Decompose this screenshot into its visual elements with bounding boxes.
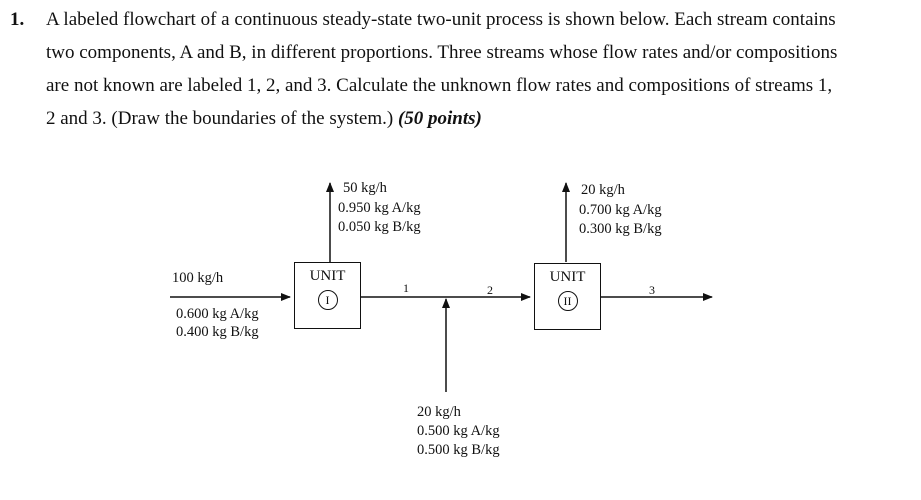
stream-3-label: 3: [649, 283, 655, 297]
problem-text-final: 2 and 3. (Draw the boundaries of the system.): [46, 108, 398, 129]
stream-1-label: 1: [403, 281, 409, 295]
side-feed-flow-label: 20 kg/h: [417, 404, 461, 420]
unit-2-box: [534, 263, 601, 330]
top-product-2-flow-label: 20 kg/h: [581, 182, 625, 198]
side-feed-frac-a-label: 0.500 kg A/kg: [417, 423, 500, 439]
unit-1-label: UNIT: [309, 268, 346, 284]
top-product-1-frac-b-label: 0.050 kg B/kg: [338, 219, 421, 235]
feed-flow-label: 100 kg/h: [172, 270, 224, 286]
points-label: (50 points): [397, 108, 482, 129]
feed-frac-a-label: 0.600 kg A/kg: [176, 306, 259, 322]
top-product-1-flow-label: 50 kg/h: [343, 180, 387, 196]
problem-text-line: A labeled flowchart of a continuous steady-state two-unit process is shown below. Each stream contains: [46, 9, 836, 30]
top-product-2-frac-a-label: 0.700 kg A/kg: [579, 202, 662, 218]
problem-number: 1.: [10, 9, 25, 30]
stream-2-label: 2: [487, 283, 493, 297]
problem-text-line: two components, A and B, in different proportions. Three streams whose flow rates and/or compositions: [46, 42, 838, 63]
unit-2-numeral: II: [558, 291, 578, 311]
problem-text-line: are not known are labeled 1, 2, and 3. Calculate the unknown flow rates and compositions of streams 1,: [46, 75, 833, 96]
top-product-2-frac-b-label: 0.300 kg B/kg: [579, 221, 662, 237]
unit-1-box: [294, 262, 361, 329]
top-product-1-frac-a-label: 0.950 kg A/kg: [338, 200, 421, 216]
side-feed-frac-b-label: 0.500 kg B/kg: [417, 442, 500, 458]
feed-frac-b-label: 0.400 kg B/kg: [176, 324, 259, 340]
unit-2-label: UNIT: [549, 269, 586, 285]
unit-1-numeral: I: [318, 290, 338, 310]
